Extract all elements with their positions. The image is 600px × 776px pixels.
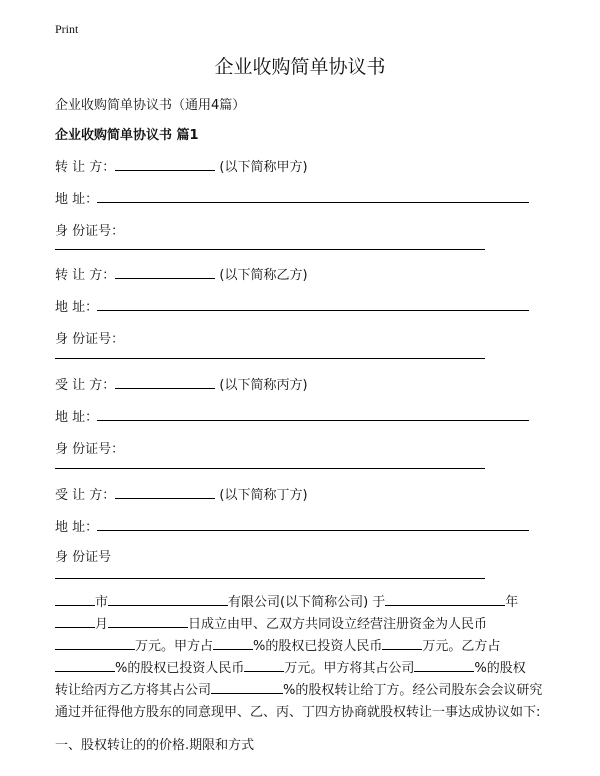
party-c-name-blank	[115, 376, 215, 389]
party-a-role-row	[55, 156, 308, 175]
blank-party-a-percent	[213, 637, 253, 650]
blank-capital-amount	[55, 637, 135, 650]
agreement-paragraph	[55, 592, 550, 724]
text-year: 年	[505, 595, 519, 610]
party-b-address-line	[97, 310, 529, 311]
blank-party-a-amount	[382, 637, 422, 650]
party-b-alias: (以下简称乙方)	[219, 268, 308, 283]
text-party-b-invest: %的股权已投资人民币	[115, 661, 245, 676]
party-c-address-line	[97, 420, 529, 421]
party-a-name-blank	[115, 158, 215, 171]
party-d-address-line	[97, 530, 529, 531]
party-a-id-line	[55, 249, 485, 250]
party-c-id-label: 身 份证号：	[55, 442, 125, 457]
text-company: 有限公司(以下简称公司) 于	[228, 595, 386, 610]
party-a-address-label: 地 址：	[55, 192, 99, 207]
party-d-alias: (以下简称丁方)	[219, 488, 308, 503]
party-b-role-row	[55, 264, 308, 283]
party-d-role-label: 受 让 方：	[55, 488, 116, 503]
document-subtitle: 企业收购简单协议书（通用4篇）	[55, 98, 246, 113]
party-c-role-label: 受 让 方：	[55, 378, 116, 393]
party-b-role-label: 转 让 方：	[55, 268, 116, 283]
party-a-role-label: 转 让 方：	[55, 160, 116, 175]
party-d-role-row	[55, 484, 308, 503]
party-a-address-line	[97, 202, 529, 203]
text-capital: 日成立由甲、乙双方共同设立经营注册资金为人民币	[188, 617, 488, 632]
party-d-id-label: 身 份证号	[55, 550, 112, 565]
blank-day	[108, 615, 188, 628]
party-c-address-label: 地 址：	[55, 410, 99, 425]
blank-month	[55, 615, 95, 628]
text-agreement-summary: %的股权转让给丁方。经公司股东会会议研究通过并征得他方股东的同意现甲、乙、丙、丁四方协商就股权转让一事达成协议如下:	[55, 683, 543, 720]
blank-transfer-percent-a	[414, 659, 474, 672]
text-party-a-invest: %的股权已投资人民币	[253, 639, 383, 654]
text-party-b-share: 万元。乙方占	[422, 639, 501, 654]
party-a-id-label: 身 份证号：	[55, 224, 125, 239]
party-b-id-label: 身 份证号：	[55, 332, 125, 347]
blank-transfer-percent-b	[211, 681, 283, 694]
party-c-alias: (以下简称丙方)	[219, 378, 308, 393]
print-link[interactable]: Print	[55, 22, 79, 36]
text-month: 月	[95, 617, 109, 632]
blank-company	[108, 593, 228, 606]
party-d-address-label: 地 址：	[55, 520, 99, 535]
blank-city	[55, 593, 95, 606]
party-b-name-blank	[115, 266, 215, 279]
party-b-id-line	[55, 358, 485, 359]
text-city: 市	[95, 595, 109, 610]
party-a-alias: (以下简称甲方)	[219, 160, 308, 175]
blank-party-b-amount	[244, 659, 284, 672]
clause-heading: 一、股权转让的的价格.期限和方式	[55, 738, 255, 753]
section-heading: 企业收购简单协议书 篇1	[55, 128, 199, 143]
blank-year	[385, 593, 505, 606]
text-party-b-transfer: 转让给丙方乙方将其占公司	[55, 683, 212, 698]
party-d-name-blank	[115, 486, 215, 499]
document-title: 企业收购简单协议书	[214, 56, 386, 78]
blank-party-b-percent	[55, 659, 115, 672]
party-c-role-row	[55, 374, 308, 393]
party-d-id-line	[55, 578, 485, 579]
text-equity: %的股权	[474, 661, 526, 676]
text-party-a-share: 万元。甲方占	[135, 639, 214, 654]
party-b-address-label: 地 址：	[55, 300, 99, 315]
party-c-id-line	[55, 468, 485, 469]
text-party-a-transfer: 万元。甲方将其占公司	[284, 661, 415, 676]
